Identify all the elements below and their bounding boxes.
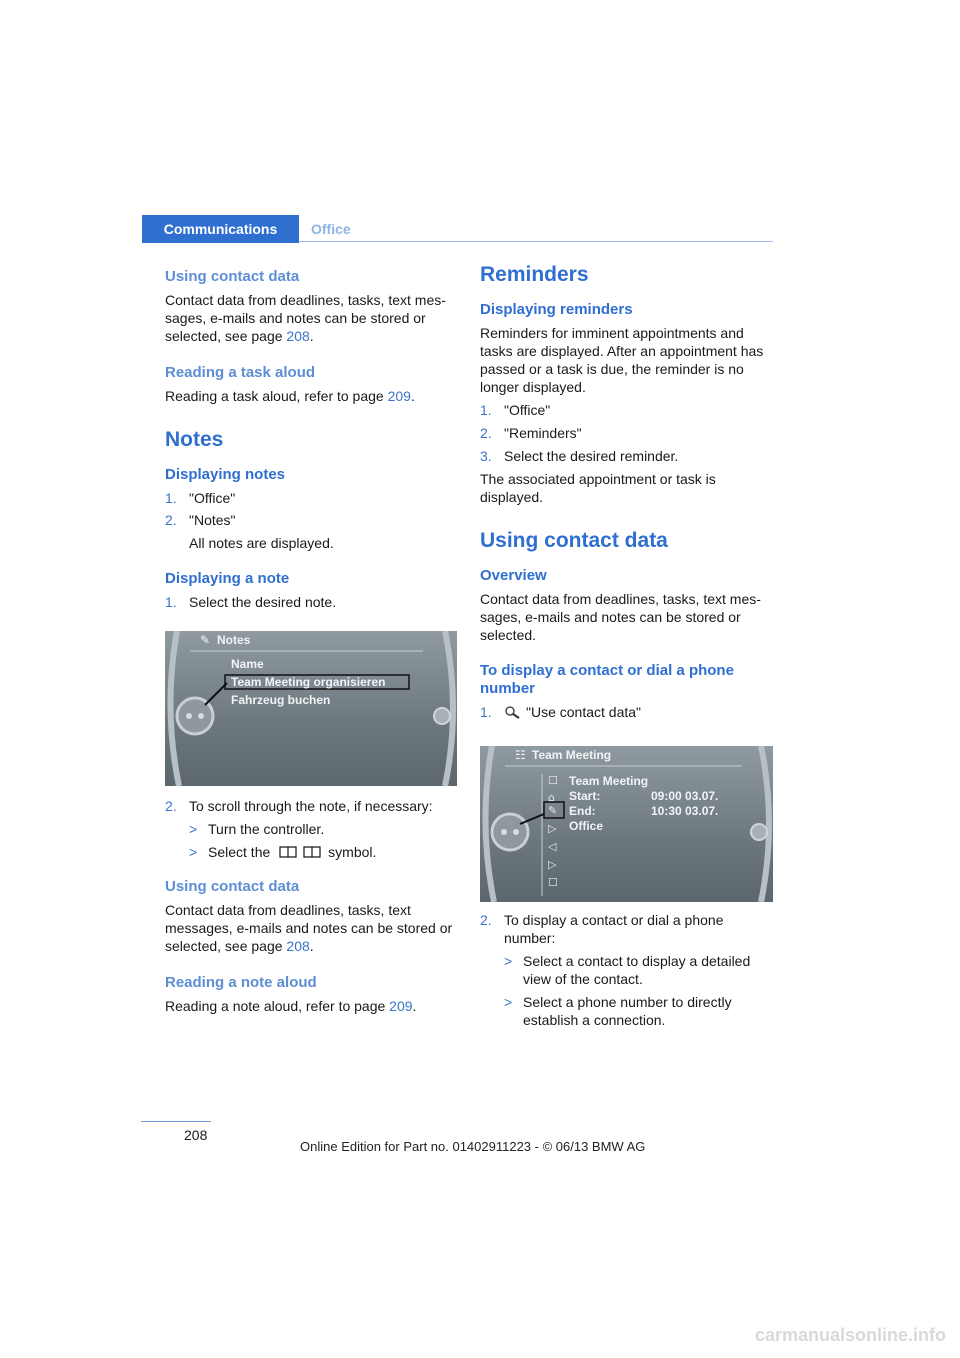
bullet-item: > Select the symbol. bbox=[189, 844, 377, 860]
step-item: 2. To display a contact or dial a phone number: bbox=[480, 912, 724, 946]
menu-item: Fahrzeug buchen bbox=[231, 693, 331, 707]
detail-label: Office bbox=[569, 819, 604, 833]
step-item: 1. "Office" bbox=[480, 402, 551, 418]
note-icon: ✎ bbox=[200, 633, 211, 647]
bullet-item: > Turn the controller. bbox=[189, 821, 325, 837]
chapter-title-reminders: Reminders bbox=[480, 263, 589, 286]
menu-item: Name bbox=[231, 657, 264, 671]
svg-text:▷: ▷ bbox=[548, 822, 557, 835]
svg-text:☐: ☐ bbox=[548, 876, 558, 889]
step-item: 2. "Notes" bbox=[165, 512, 236, 528]
chapter-title-notes: Notes bbox=[165, 428, 224, 451]
detail-value: 09:00 03.07. bbox=[651, 789, 719, 803]
step-item: 1. Select the desired note. bbox=[165, 594, 337, 610]
section-title: Displaying reminders bbox=[480, 301, 633, 318]
detail-label: Start: bbox=[569, 789, 601, 803]
right-column-lower bbox=[480, 911, 776, 1029]
notes-screenshot bbox=[165, 631, 457, 786]
step-item: 1. "Use contact data" bbox=[480, 704, 642, 720]
right-column bbox=[480, 263, 774, 721]
team-meeting-screenshot bbox=[480, 746, 773, 902]
screen-title: Team Meeting bbox=[532, 748, 612, 762]
left-column bbox=[165, 268, 465, 611]
detail-label: Team Meeting bbox=[569, 774, 649, 788]
step-item: 2. "Reminders" bbox=[480, 425, 582, 441]
controller-graphic bbox=[165, 631, 457, 786]
step-note: All notes are displayed. bbox=[189, 535, 334, 551]
page-link[interactable]: 208 bbox=[286, 938, 310, 954]
paragraph: Contact data from deadlines, tasks, text mes-sages, e-mails and notes can be stored or selected, see page 208. bbox=[165, 292, 446, 344]
section-title: Reading a task aloud bbox=[165, 364, 316, 381]
svg-text:✎: ✎ bbox=[548, 804, 558, 817]
watermark: carmanualsonline.info bbox=[754, 1325, 946, 1345]
edition-footer: Online Edition for Part no. 01402911223 - © 06/13 BMW AG bbox=[300, 1139, 646, 1154]
screen-title: Notes bbox=[217, 633, 251, 647]
header-rule bbox=[299, 241, 773, 242]
section-title: Using contact data bbox=[165, 268, 300, 285]
svg-text:◁: ◁ bbox=[548, 840, 557, 853]
paragraph: The associated appointment or task is displayed. bbox=[480, 471, 716, 505]
paragraph: Reminders for imminent appointments and tasks are displayed. After an appointment has passed or a task is due, the reminder is no longer displayed. bbox=[480, 325, 764, 395]
header-tab-office: Office bbox=[311, 221, 351, 237]
calendar-icon: ☷ bbox=[515, 748, 526, 762]
svg-text:☐: ☐ bbox=[548, 774, 558, 787]
contact-data-icon bbox=[504, 705, 522, 719]
paragraph: Reading a note aloud, refer to page 209. bbox=[165, 998, 417, 1014]
page-number-rule bbox=[141, 1121, 211, 1122]
controller-graphic bbox=[480, 746, 773, 902]
paragraph: Reading a task aloud, refer to page 209. bbox=[165, 388, 415, 404]
page-link[interactable]: 209 bbox=[387, 388, 411, 404]
section-title: To display a contact or dial a phone number bbox=[480, 662, 734, 697]
bullet-item: > Select a contact to display a detailed view of the contact. bbox=[504, 953, 751, 987]
svg-text:⌂: ⌂ bbox=[548, 791, 555, 804]
detail-label: End: bbox=[569, 804, 596, 818]
step-item: 1. "Office" bbox=[165, 490, 236, 506]
detail-value: 10:30 03.07. bbox=[651, 804, 719, 818]
page-scroll-icon bbox=[278, 845, 324, 859]
section-title: Displaying a note bbox=[165, 570, 290, 587]
page-number: 208 bbox=[184, 1127, 208, 1143]
header-tab-communications: Communications bbox=[142, 215, 299, 243]
left-column-lower bbox=[165, 797, 465, 1015]
svg-text:▷: ▷ bbox=[548, 858, 557, 871]
chapter-title-using-contact-data: Using contact data bbox=[480, 529, 668, 552]
step-item: 2. To scroll through the note, if necessary: bbox=[165, 798, 433, 814]
page-link[interactable]: 208 bbox=[286, 328, 310, 344]
section-title: Displaying notes bbox=[165, 466, 286, 483]
menu-item-selected: Team Meeting organisieren bbox=[231, 675, 386, 689]
paragraph: Contact data from deadlines, tasks, text mes-sages, e-mails and notes can be stored or selected. bbox=[480, 591, 761, 643]
paragraph: Contact data from deadlines, tasks, text messages, e-mails and notes can be stored or selected, see page 208. bbox=[165, 902, 453, 954]
page-link[interactable]: 209 bbox=[389, 998, 413, 1014]
section-title: Reading a note aloud bbox=[165, 974, 317, 991]
step-item: 3. Select the desired reminder. bbox=[480, 448, 679, 464]
bullet-item: > Select a phone number to directly establish a connection. bbox=[504, 994, 732, 1028]
section-title: Using contact data bbox=[165, 878, 300, 895]
section-title: Overview bbox=[480, 567, 547, 584]
